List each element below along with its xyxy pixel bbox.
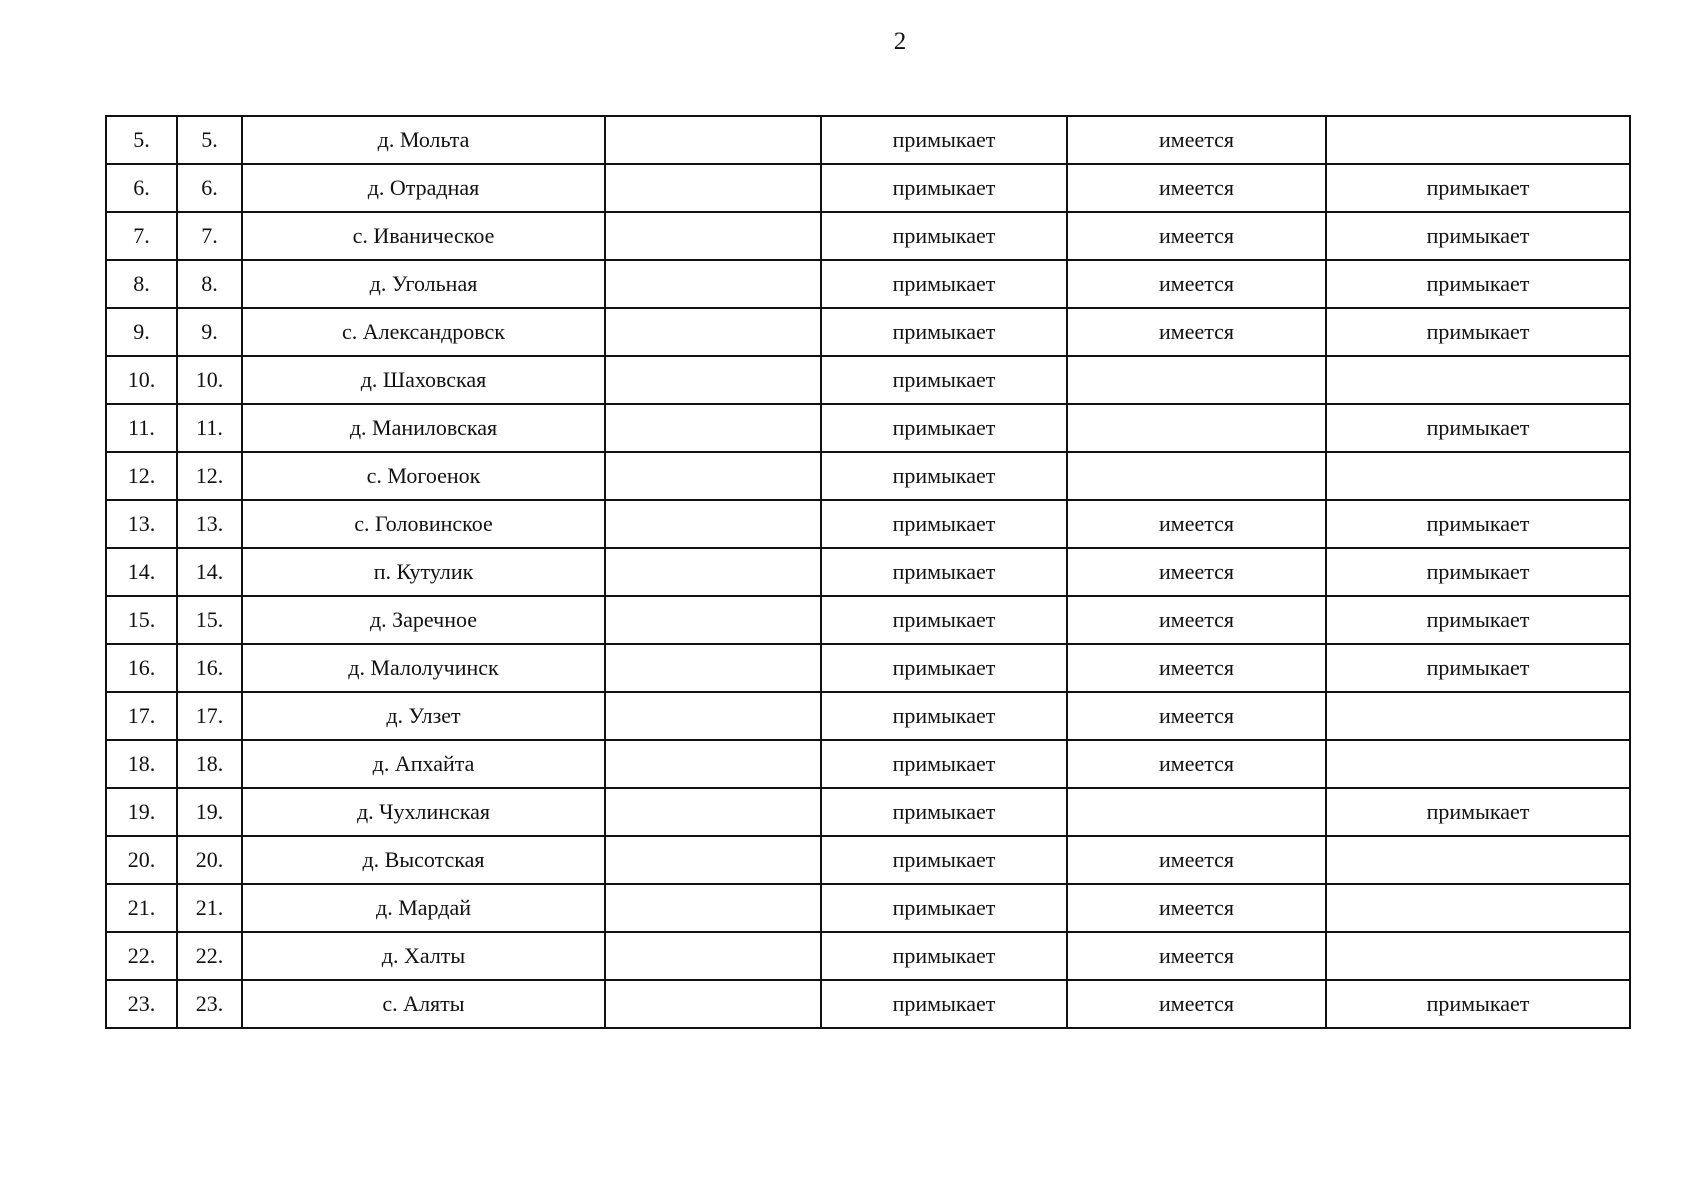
settlement-name-cell: д. Маниловская (242, 404, 605, 452)
adjacency-second-cell (1326, 116, 1630, 164)
adjacency-second-cell (1326, 356, 1630, 404)
adjacency-cell: примыкает (821, 932, 1067, 980)
settlement-number-cell: 9. (177, 308, 242, 356)
adjacency-second-cell: примыкает (1326, 260, 1630, 308)
table-row (106, 404, 1630, 452)
settlement-number-cell: 13. (177, 500, 242, 548)
availability-cell: имеется (1067, 500, 1326, 548)
settlement-number-cell: 12. (177, 452, 242, 500)
table-row (106, 548, 1630, 596)
availability-cell: имеется (1067, 980, 1326, 1028)
availability-cell: имеется (1067, 212, 1326, 260)
settlement-name-cell: д. Шаховская (242, 356, 605, 404)
settlement-number-cell: 17. (177, 692, 242, 740)
settlement-number-cell: 20. (177, 836, 242, 884)
adjacency-second-cell: примыкает (1326, 500, 1630, 548)
adjacency-second-cell: примыкает (1326, 164, 1630, 212)
table-row (106, 596, 1630, 644)
empty-cell (605, 308, 821, 356)
settlement-name-cell: п. Кутулик (242, 548, 605, 596)
table-row (106, 788, 1630, 836)
settlement-name-cell: д. Отрадная (242, 164, 605, 212)
settlement-number-cell: 15. (177, 596, 242, 644)
table-row (106, 452, 1630, 500)
empty-cell (605, 740, 821, 788)
availability-cell (1067, 788, 1326, 836)
adjacency-cell: примыкает (821, 212, 1067, 260)
adjacency-second-cell (1326, 692, 1630, 740)
row-number-cell: 18. (106, 740, 177, 788)
table-row (106, 164, 1630, 212)
empty-cell (605, 404, 821, 452)
adjacency-second-cell: примыкает (1326, 212, 1630, 260)
adjacency-cell: примыкает (821, 548, 1067, 596)
settlement-name-cell: д. Мардай (242, 884, 605, 932)
settlements-table (105, 115, 1631, 1029)
page-number: 2 (893, 28, 907, 55)
settlement-name-cell: д. Чухлинская (242, 788, 605, 836)
row-number-cell: 21. (106, 884, 177, 932)
row-number-cell: 7. (106, 212, 177, 260)
row-number-cell: 15. (106, 596, 177, 644)
row-number-cell: 8. (106, 260, 177, 308)
adjacency-second-cell (1326, 932, 1630, 980)
settlement-name-cell: д. Малолучинск (242, 644, 605, 692)
table-row (106, 260, 1630, 308)
empty-cell (605, 116, 821, 164)
settlement-number-cell: 7. (177, 212, 242, 260)
table-row (106, 932, 1630, 980)
adjacency-cell: примыкает (821, 260, 1067, 308)
table-row (106, 116, 1630, 164)
adjacency-cell: примыкает (821, 500, 1067, 548)
settlement-name-cell: д. Улзет (242, 692, 605, 740)
settlement-number-cell: 10. (177, 356, 242, 404)
row-number-cell: 9. (106, 308, 177, 356)
empty-cell (605, 884, 821, 932)
empty-cell (605, 980, 821, 1028)
adjacency-second-cell (1326, 836, 1630, 884)
availability-cell: имеется (1067, 116, 1326, 164)
availability-cell: имеется (1067, 740, 1326, 788)
adjacency-second-cell (1326, 452, 1630, 500)
adjacency-cell: примыкает (821, 404, 1067, 452)
empty-cell (605, 260, 821, 308)
row-number-cell: 16. (106, 644, 177, 692)
availability-cell: имеется (1067, 548, 1326, 596)
empty-cell (605, 932, 821, 980)
table-row (106, 500, 1630, 548)
settlement-number-cell: 8. (177, 260, 242, 308)
row-number-cell: 17. (106, 692, 177, 740)
table-row (106, 740, 1630, 788)
empty-cell (605, 836, 821, 884)
settlement-number-cell: 21. (177, 884, 242, 932)
adjacency-second-cell (1326, 884, 1630, 932)
empty-cell (605, 788, 821, 836)
settlement-number-cell: 14. (177, 548, 242, 596)
adjacency-cell: примыкает (821, 740, 1067, 788)
settlement-number-cell: 18. (177, 740, 242, 788)
table-row (106, 836, 1630, 884)
adjacency-second-cell: примыкает (1326, 308, 1630, 356)
row-number-cell: 5. (106, 116, 177, 164)
adjacency-cell: примыкает (821, 884, 1067, 932)
empty-cell (605, 644, 821, 692)
table-row (106, 212, 1630, 260)
settlement-number-cell: 5. (177, 116, 242, 164)
settlement-number-cell: 19. (177, 788, 242, 836)
empty-cell (605, 356, 821, 404)
row-number-cell: 11. (106, 404, 177, 452)
availability-cell: имеется (1067, 884, 1326, 932)
availability-cell: имеется (1067, 836, 1326, 884)
availability-cell: имеется (1067, 164, 1326, 212)
availability-cell: имеется (1067, 644, 1326, 692)
adjacency-second-cell: примыкает (1326, 980, 1630, 1028)
table-row (106, 980, 1630, 1028)
settlement-name-cell: с. Иваническое (242, 212, 605, 260)
settlement-name-cell: с. Головинское (242, 500, 605, 548)
settlement-name-cell: с. Могоенок (242, 452, 605, 500)
table-row (106, 308, 1630, 356)
settlement-name-cell: д. Халты (242, 932, 605, 980)
adjacency-second-cell: примыкает (1326, 596, 1630, 644)
settlements-table-wrapper (105, 115, 1629, 1029)
empty-cell (605, 452, 821, 500)
empty-cell (605, 164, 821, 212)
adjacency-cell: примыкает (821, 356, 1067, 404)
row-number-cell: 10. (106, 356, 177, 404)
adjacency-second-cell: примыкает (1326, 548, 1630, 596)
table-row (106, 356, 1630, 404)
table-row (106, 644, 1630, 692)
row-number-cell: 20. (106, 836, 177, 884)
row-number-cell: 14. (106, 548, 177, 596)
row-number-cell: 6. (106, 164, 177, 212)
settlement-name-cell: д. Угольная (242, 260, 605, 308)
settlement-name-cell: с. Александровск (242, 308, 605, 356)
availability-cell: имеется (1067, 308, 1326, 356)
availability-cell: имеется (1067, 596, 1326, 644)
adjacency-cell: примыкает (821, 644, 1067, 692)
empty-cell (605, 500, 821, 548)
availability-cell (1067, 452, 1326, 500)
availability-cell (1067, 404, 1326, 452)
empty-cell (605, 548, 821, 596)
settlement-name-cell: д. Заречное (242, 596, 605, 644)
adjacency-second-cell: примыкает (1326, 644, 1630, 692)
availability-cell: имеется (1067, 692, 1326, 740)
table-body (106, 116, 1630, 1028)
availability-cell (1067, 356, 1326, 404)
row-number-cell: 22. (106, 932, 177, 980)
availability-cell: имеется (1067, 260, 1326, 308)
settlement-name-cell: д. Мольта (242, 116, 605, 164)
empty-cell (605, 596, 821, 644)
settlement-number-cell: 11. (177, 404, 242, 452)
empty-cell (605, 212, 821, 260)
row-number-cell: 12. (106, 452, 177, 500)
settlement-name-cell: д. Высотская (242, 836, 605, 884)
adjacency-second-cell: примыкает (1326, 788, 1630, 836)
settlement-number-cell: 22. (177, 932, 242, 980)
adjacency-cell: примыкает (821, 452, 1067, 500)
adjacency-cell: примыкает (821, 308, 1067, 356)
adjacency-cell: примыкает (821, 692, 1067, 740)
settlement-name-cell: д. Апхайта (242, 740, 605, 788)
settlement-number-cell: 16. (177, 644, 242, 692)
adjacency-cell: примыкает (821, 980, 1067, 1028)
table-row (106, 692, 1630, 740)
adjacency-cell: примыкает (821, 164, 1067, 212)
row-number-cell: 23. (106, 980, 177, 1028)
settlement-number-cell: 23. (177, 980, 242, 1028)
row-number-cell: 13. (106, 500, 177, 548)
settlement-number-cell: 6. (177, 164, 242, 212)
settlement-name-cell: с. Аляты (242, 980, 605, 1028)
adjacency-cell: примыкает (821, 116, 1067, 164)
adjacency-cell: примыкает (821, 836, 1067, 884)
table-row (106, 884, 1630, 932)
adjacency-cell: примыкает (821, 596, 1067, 644)
adjacency-cell: примыкает (821, 788, 1067, 836)
adjacency-second-cell (1326, 740, 1630, 788)
row-number-cell: 19. (106, 788, 177, 836)
adjacency-second-cell: примыкает (1326, 404, 1630, 452)
availability-cell: имеется (1067, 932, 1326, 980)
empty-cell (605, 692, 821, 740)
